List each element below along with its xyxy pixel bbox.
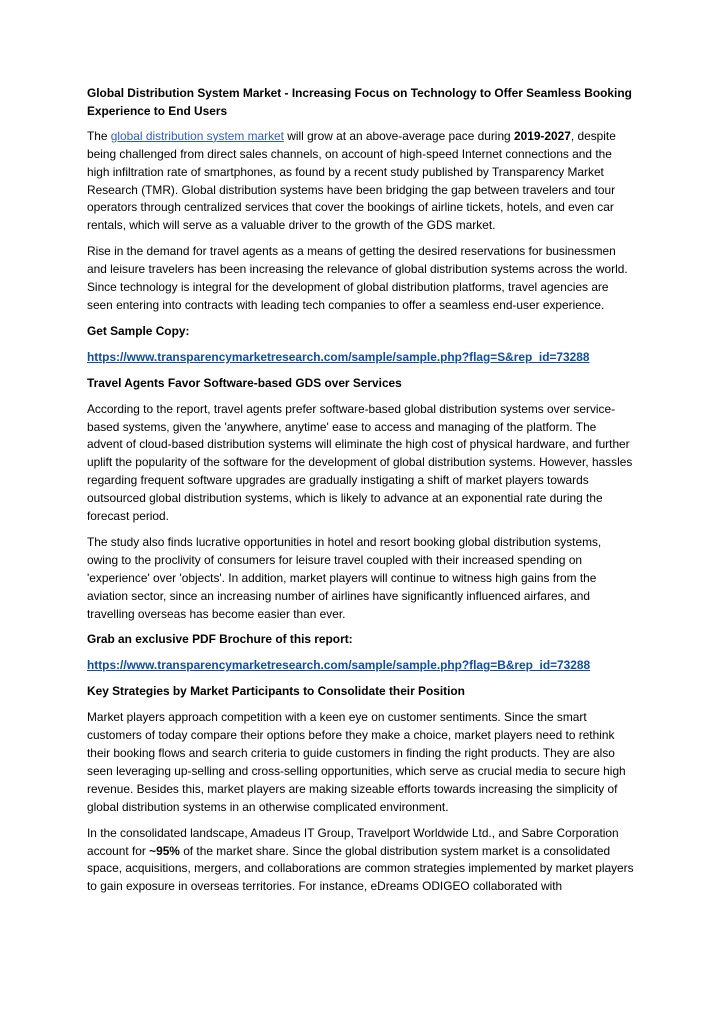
landscape-text-pre: In the consolidated landscape, Amadeus IT Group, Travelport Worldwide Ltd., and Sabre Corporation account for (87, 825, 619, 858)
brochure-url-line (87, 657, 635, 675)
hotel-booking-paragraph: The study also finds lucrative opportunities in hotel and resort booking global distribution systems, owing to the proclivity of consumers for leisure travel coupled with their increased spending on 'experience' over 'objects'. In addition, market players will continue to witness high gains from the aviation sector, since an increasing number of airlines have significantly influenced airfares, and travelling overseas has become easier than ever. (87, 534, 602, 621)
intro-text-post: , despite being challenged from direct sales channels, on account of high-speed Internet connections and the high infiltration rate of smartphones, as found by a recent study published by Transparency Market Research (TMR). Global distribution systems have been bridging the gap between travelers and tour operators through centralized services that cover the bookings of airline tickets, hotels, and even car rentals, which will serve as a valuable driver to the growth of the GDS market. (87, 128, 616, 233)
article-body (87, 85, 635, 896)
section-heading-key-strategies: Key Strategies by Market Participants to Consolidate their Position (87, 684, 465, 699)
sample-url-line (87, 349, 635, 367)
intro-text-pre: The (87, 128, 111, 143)
software-gds-paragraph: According to the report, travel agents prefer software-based global distribution systems over service-based systems, given the 'anywhere, anytime' ease to access and managing of the platform. The advent of cloud-based distribution systems will eliminate the high cost of physical hardware, and further uplift the popularity of the software for the development of global distribution systems. However, hassles regarding frequent software upgrades are gradually instigating a shift of market players towards outsourced global distribution systems, which is likely to advance at an exponential rate during the forecast period. (87, 401, 633, 524)
strategies-paragraph: Market players approach competition with a keen eye on customer sentiments. Since the smart customers of today compare their options before they make a choice, market players need to rethink their booking flows and search criteria to guide customers in finding the right products. They are also seen leveraging up-selling and cross-selling opportunities, which serve as crucial media to secure high revenue. Besides this, market players are making sizeable efforts towards increasing the simplicity of global distribution systems in an otherwise complicated environment. (87, 710, 626, 814)
consolidated-landscape-paragraph (87, 825, 635, 897)
brochure-url-link[interactable]: https://www.transparencymarketresearch.com/sample/sample.php?flag=B&rep_id=73288 (87, 658, 591, 673)
sample-url-link[interactable]: https://www.transparencymarketresearch.com/sample/sample.php?flag=S&rep_id=73288 (87, 349, 590, 364)
section-heading-software-gds: Travel Agents Favor Software-based GDS over Services (87, 375, 402, 390)
travel-agents-paragraph: Rise in the demand for travel agents as a means of getting the desired reservations for businessmen and leisure travelers has been increasing the relevance of global distribution systems across the world. Since technology is integral for the development of global distribution platforms, travel agencies are seen entering into contracts with leading tech companies to offer a seamless end-user experience. (87, 244, 628, 312)
landscape-text-post: of the market share. Since the global distribution system market is a consolidated space, acquisitions, mergers, and collaborations are common strategies implemented by market players to gain exposure in overseas territories. For instance, eDreams ODIGEO collaborated with (87, 843, 634, 894)
brochure-label: Grab an exclusive PDF Brochure of this report: (87, 632, 353, 647)
intro-text-mid: will grow at an above-average pace during (283, 128, 514, 143)
intro-paragraph (87, 128, 635, 235)
sample-label: Get Sample Copy: (87, 323, 190, 338)
forecast-years: 2019-2027 (513, 128, 571, 143)
article-title: Global Distribution System Market - Increasing Focus on Technology to Offer Seamless Booking Experience to End Users (87, 86, 632, 118)
gds-market-link[interactable]: global distribution system market (110, 128, 284, 143)
market-share-value: ~95% (149, 843, 180, 858)
